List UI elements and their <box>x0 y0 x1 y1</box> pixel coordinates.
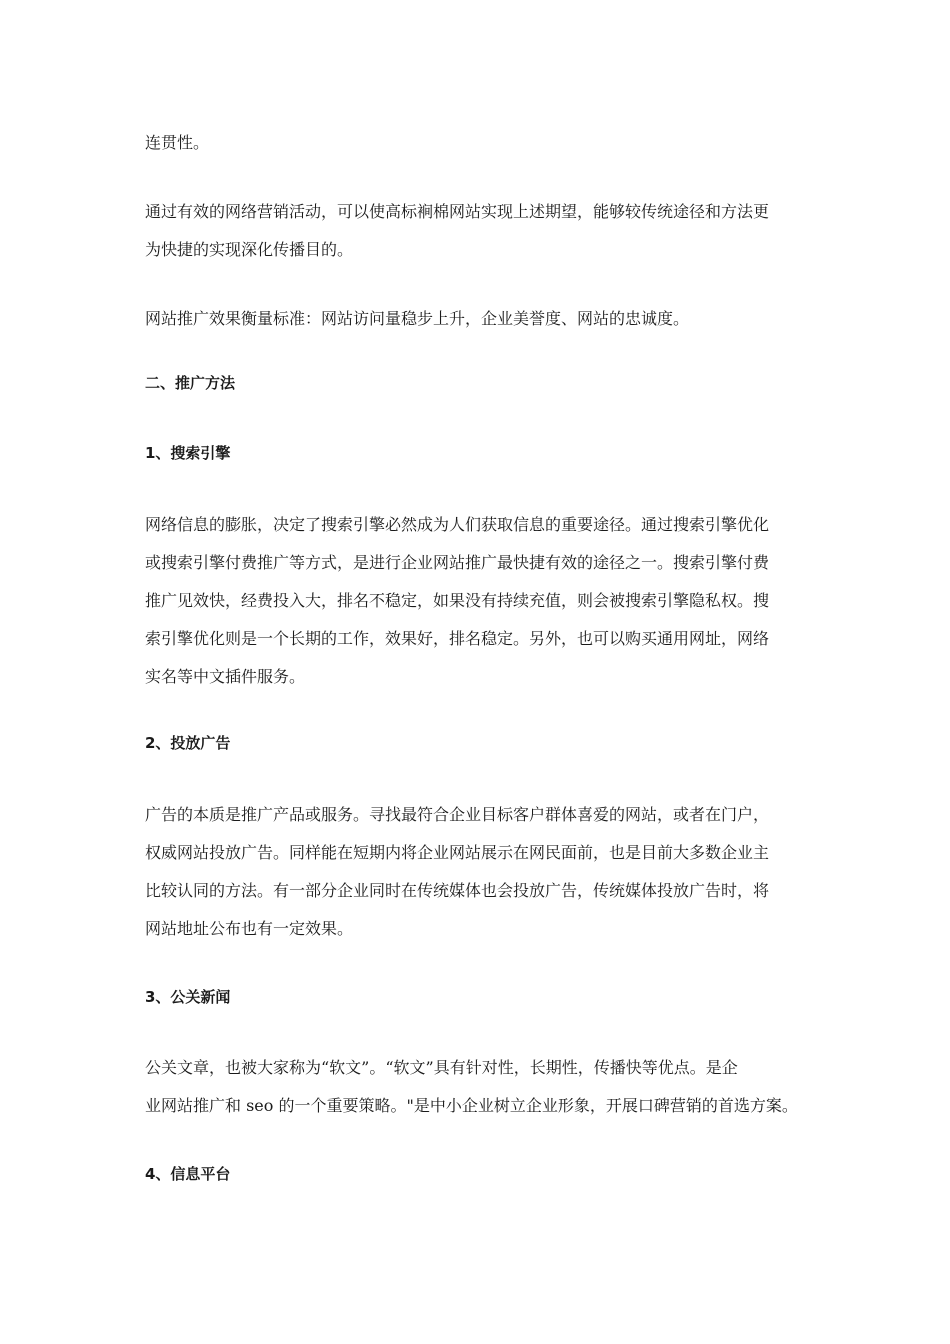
text-line: 业网站推广和 seo 的一个重要策略。"是中小企业树立企业形象，开展口碑营销的首选方案。 <box>145 1096 798 1115</box>
section-heading-methods: 二、推广方法 <box>145 374 236 392</box>
text-line: 实名等中文插件服务。 <box>145 667 306 686</box>
paragraph-ads <box>145 796 809 948</box>
subheading-info-platform: 4、信息平台 <box>145 1165 231 1183</box>
text-line: 推广见效快，经费投入大，排名不稳定，如果没有持续充值，则会被搜索引擎隐私权。搜 <box>145 591 770 610</box>
paragraph-metrics <box>145 300 809 338</box>
paragraph-search-engine <box>145 506 809 696</box>
subheading-pr-news: 3、公关新闻 <box>145 988 231 1006</box>
paragraph-marketing <box>145 193 809 269</box>
text-line: 广告的本质是推广产品或服务。寻找最符合企业目标客户群体喜爱的网站，或者在门户， <box>145 805 770 824</box>
paragraph-continuation <box>145 124 809 162</box>
text-line: 连贯性。 <box>145 133 210 152</box>
text-line: 网站推广效果衡量标准：网站访问量稳步上升，企业美誉度、网站的忠诚度。 <box>145 309 690 328</box>
text-line: 为快捷的实现深化传播目的。 <box>145 240 354 259</box>
text-line: 比较认同的方法。有一部分企业同时在传统媒体也会投放广告，传统媒体投放广告时，将 <box>145 881 770 900</box>
subheading-search-engine: 1、搜索引擎 <box>145 444 231 462</box>
subheading-ads: 2、投放广告 <box>145 734 231 752</box>
paragraph-pr-news <box>145 1049 809 1125</box>
text-line: 索引擎优化则是一个长期的工作，效果好，排名稳定。另外，也可以购买通用网址，网络 <box>145 629 770 648</box>
text-line: 权威网站投放广告。同样能在短期内将企业网站展示在网民面前，也是目前大多数企业主 <box>145 843 770 862</box>
text-line: 或搜索引擎付费推广等方式，是进行企业网站推广最快捷有效的途径之一。搜索引擎付费 <box>145 553 770 572</box>
text-line: 网络信息的膨胀，决定了搜索引擎必然成为人们获取信息的重要途径。通过搜索引擎优化 <box>145 515 770 534</box>
text-line: 网站地址公布也有一定效果。 <box>145 919 354 938</box>
text-line: 通过有效的网络营销活动，可以使高标裥棉网站实现上述期望，能够较传统途径和方法更 <box>145 202 770 221</box>
text-line: 公关文章，也被大家称为“软文”。“软文”具有针对性，长期性，传播快等优点。是企 <box>145 1058 738 1077</box>
